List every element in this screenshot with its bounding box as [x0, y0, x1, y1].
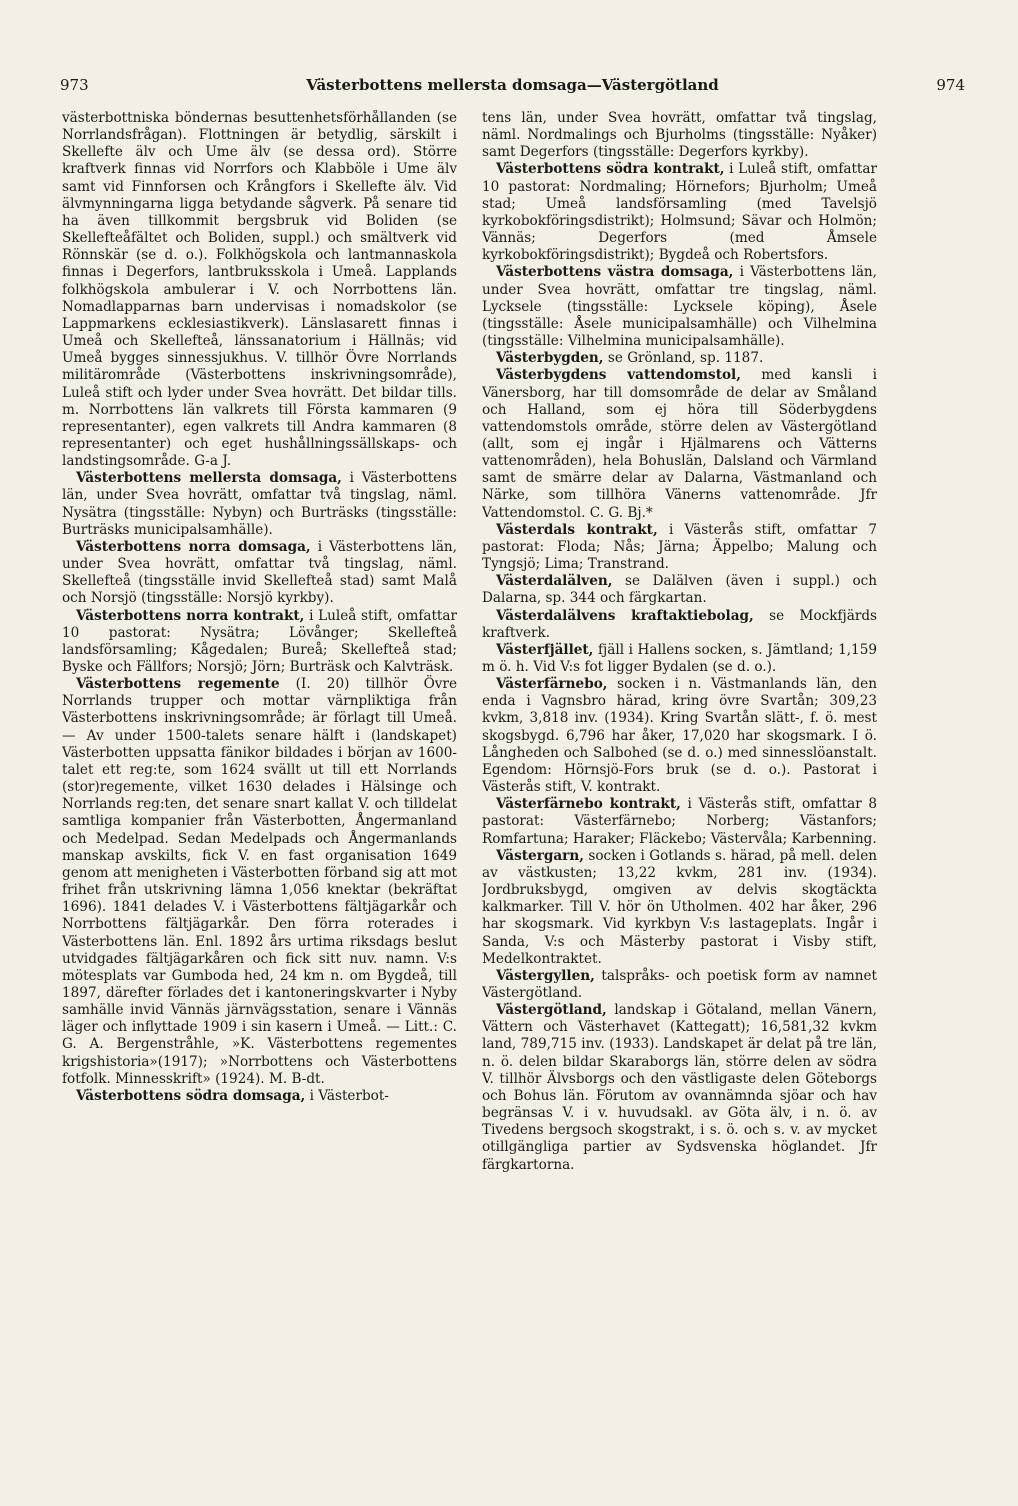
entry-text: i Västerås stift, omfattar 8 pastorat: Västerfärnebo; Norberg; Västanfors; Romfartuna; Haraker; Fläckebo; Västervåla; Karbenning. [482, 796, 877, 847]
encyclopedia-entry [482, 796, 877, 847]
encyclopedia-entry [482, 676, 877, 796]
right-column [482, 110, 877, 1390]
headword: Västerbottens norra domsaga, [76, 538, 311, 555]
entry-text: i Västerås stift, omfattar 7 pastorat: Floda; Nås; Järna; Äppelbo; Malung och Tyngsjö; Lima; Transtrand. [482, 521, 877, 573]
encyclopedia-entry [62, 676, 457, 1088]
headword: Västerbottens norra kontrakt, [76, 607, 305, 624]
left-column [62, 110, 457, 1390]
entry-text: (I. 20) tillhör Övre Norrlands trupper och mottar värnpliktiga från Västerbottens inskrivningsområde; är förlagt till Umeå. — Av under 1500-talets senare hälft i (landskapet) Västerbotten uppsatta fänikor bildades i början av 1600-talet ett reg:te, som 1624 svällt ut till ett Norrlands (stor)regemente, vilket 1630 delades i Hälsinge och Norrlands reg:ten, det senare snart kallat V. och tilldelat samtliga kompanier från Västerbotten, Ångermanland och Medelpad. Sedan Medelpads och Ångermanlands manskap avskilts, fick V. en fast organisation 1649 genom att menigheten i Västerbotten förband sig att mot frihet från utskrivning lämna 1,056 knektar (bekräftat 1696). 1841 delades V. i Västerbottens fältjägarkår och Norrbottens fältjägarkår. Den förra roterades i Västerbottens län. Enl. 1892 års urtima riksdags beslut utvidgades fältjägarkåren och fick sitt nuv. namn. V:s mötesplats var Gumboda hed, 24 km n. om Bygdeå, till 1897, därefter förlades det i kantoneringskvarter i Nyby samhälle invid Vännäs järnvägsstation, senare i Vännäs läger och inflyttade 1909 i sin kasern i Umeå. — Litt.: C. G. A. Bergenstråhle, »K. Västerbottens regementes krigshistoria»(1917); »Norrbottens och Västerbottens fotfolk. Minnesskrift» (1924). M. B-dt. [62, 676, 457, 1087]
headword: Västerdalälvens kraftaktiebolag, [496, 607, 754, 624]
encyclopedia-entry [62, 539, 457, 608]
headword: Västerbygdens vattendomstol, [496, 367, 741, 384]
headword: Västerdals kontrakt, [496, 521, 658, 538]
encyclopedia-entry [482, 848, 877, 968]
entry-text: i Västerbottens län, under Svea hovrätt, omfattar två tingslag, näml. Skellefteå (tingsställe invid Skellefteå stad) samt Malå och Norsjö (tingsställe: Norsjö kyrkby). [62, 538, 457, 607]
headword: Västergarn, [496, 847, 584, 864]
entry-text: landskap i Götaland, mellan Vänern, Vättern och Västerhavet (Kattegatt); 16,581,32 kvkm land, 789,715 inv. (1933). Landskapet är delat på tre län, n. ö. delen bildar Skaraborgs län, större delen av södra V. tillhör Älvsborgs och den västligaste delen Göteborgs och Bohus län. Förutom av ovannämnda sjöar och hav begränsas V. i v. huvudsakl. av Göta älv, i n. ö. av Tivedens bergsoch skogstrakt, i s. ö. och s. v. av mycket otillgängliga partier av Sydsvenska höglandet. Jfr färgkartorna. [482, 1002, 877, 1173]
headword: Västerfärnebo, [496, 676, 608, 693]
entry-text: med kansli i Vänersborg, har till domsområde de delar av Småland och Halland, som ej höra till Söderbygdens vattendomstols område, större delen av Västergötland (allt, som ej ingår i Hjälmarens och Vätterns vattenområden), hela Bohuslän, Dalsland och Värmland samt de smärre delar av Dalarna, Västmanland och Närke, som tillhöra Vänerns vattenområde. Jfr Vattendomstol. C. G. Bj.* [482, 367, 877, 521]
entry-text: se Grönland, sp. 1187. [607, 350, 764, 367]
headword: Västerfärnebo kontrakt, [496, 796, 681, 813]
entry-text: i Luleå stift, omfattar 10 pastorat: Nordmaling; Hörnefors; Bjurholm; Umeå stad; Umeå landsförsamling (med Tavelsjö kyrkobokföringsdistrikt); Holmsund; Sävar och Holmön; Vännäs; Degerfors (med Åmsele kyrkobokföringsdistrikt); Bygdeå och Robertsfors. [482, 161, 877, 264]
encyclopedia-entry [482, 161, 877, 264]
encyclopedia-entry [482, 367, 877, 521]
encyclopedia-entry [482, 264, 877, 350]
encyclopedia-entry: tens län, under Svea hovrätt, omfattar två tingslag, näml. Nordmalings och Bjurholms (tingsställe: Nyåker) samt Degerfors (tingsställe: Degerfors kyrkby). [482, 110, 877, 161]
headword: Västerdalälven, [496, 573, 613, 590]
page-number-left: 973 [60, 76, 89, 94]
entry-text: i Västerbottens län, under Svea hovrätt, omfattar två tingslag, näml. Nysätra (tingsställe: Nybyn) och Burträsks (tingsställe: Burträsks municipalsamhälle). [62, 470, 457, 538]
encyclopedia-entry [482, 642, 877, 676]
encyclopedia-entry [482, 968, 877, 1002]
encyclopedia-entry: västerbottniska böndernas besuttenhetsförhållanden (se Norrlandsfrågan). Flottningen är betydlig, särskilt i Skellefte älv och Ume älv (se dessa ord). Större kraftverk finnas vid Norrfors och Klabböle i Ume älv samt vid Finnforsen och Krångfors i Skellefte älv. Vid älvmynningarna ligga betydande sågverk. På senare tid ha även tillkommit bergsbruk vid Boliden (se Skellefteåfältet och Boliden, suppl.) och smältverk vid Rönnskär (se d. o.). Folkhögskola och lantmannaskola finnas i Degerfors, lantbruksskola i Umeå. Lapplands folkhögskola ambulerar i V. och Norrbottens län. Nomadlapparnas barn undervisas i nomadskolor (se Lappmarkens ecklesiastikverk). Länslasarett finnas i Umeå och Skellefteå, länssanatorium i Hällnäs; vid Umeå bygges sinnessjukhus. V. tillhör Övre Norrlands militärområde (Västerbottens inskrivningsområde), Luleå stift och lyder under Svea hovrätt. Det bildar tills. m. Norrbottens län valkrets till Första kammaren (9 representanter), egen valkrets till Andra kammaren (8 representanter) och eget hushållningssällskaps- och landstingsområde. G-a J. [62, 110, 457, 470]
headword: Västerfjället, [496, 641, 594, 658]
encyclopedia-entry [482, 1002, 877, 1174]
headword: Västerbottens västra domsaga, [496, 264, 734, 281]
entry-text: se Dalälven (även i suppl.) och Dalarna, sp. 344 och färgkartan. [482, 573, 877, 607]
headword: Västerbottens regemente [76, 676, 280, 693]
entry-text: i Luleå stift, omfattar 10 pastorat: Nysätra; Lövånger; Skellefteå landsförsamling; Kågedalen; Bureå; Skellefteå stad; Byske och Fällfors; Norsjö; Jörn; Burträsk och Kalvträsk. [62, 607, 457, 675]
entry-text: se Mockfjärds kraftverk. [482, 607, 877, 641]
entry-text: i Västerbottens län, under Svea hovrätt, omfattar tre tingslag, näml. Lycksele (tingsställe: Lycksele köping), Åsele (tingsställe: Åsele municipalsamhälle) och Vilhelmina (tingsställe: Vilhelmina municipalsamhälle). [482, 264, 877, 350]
entry-text: i Västerbot- [309, 1087, 389, 1104]
entry-text: fjäll i Hallens socken, s. Jämtland; 1,159 m ö. h. Vid V:s fot ligger Bydalen (se d. o.). [482, 641, 877, 675]
page-header [60, 76, 965, 100]
headword: Västergötland, [496, 1002, 607, 1019]
encyclopedia-entry [62, 470, 457, 539]
encyclopedia-entry [482, 522, 877, 573]
running-title: Västerbottens mellersta domsaga—Västergötland [306, 76, 719, 94]
entry-text: talspråks- och poetisk form av namnet Västergötland. [482, 967, 877, 1001]
headword: Västerbottens södra kontrakt, [496, 161, 725, 178]
encyclopedia-entry [62, 1088, 457, 1105]
encyclopedia-entry [482, 573, 877, 607]
encyclopedia-entry [482, 608, 877, 642]
entry-text: socken i Gotlands s. härad, på mell. delen av västkusten; 13,22 kvkm, 281 inv. (1934). Jordbruksbygd, omgiven av delvis skogtäckta kalkmarker. Till V. hör ön Utholmen. 402 har åker, 296 har skogsmark. Vid kyrkbyn V:s lastageplats. Ingår i Sanda, V:s och Mästerby pastorat i Visby stift, Medelkontraktet. [482, 847, 877, 967]
entry-text: socken i n. Västmanlands län, den enda i Vagnsbro härad, kring övre Svartån; 309,23 kvkm, 3,818 inv. (1934). Kring Svartån slätt-, f. ö. mest skogsbygd. 6,796 har åker, 17,020 har skogsmark. I ö. Långheden och Salbohed (se d. o.) med sinnesslöanstalt. Egendom: Hörnsjö-Fors bruk (se d. o.). Pastorat i Västerås stift, V. kontrakt. [482, 676, 877, 796]
headword: Västerbottens södra domsaga, [76, 1087, 306, 1104]
encyclopedia-entry [62, 608, 457, 677]
encyclopedia-entry [482, 350, 877, 367]
page-number-right: 974 [936, 76, 965, 94]
headword: Västerbottens mellersta domsaga, [76, 470, 342, 487]
headword: Västerbygden, [496, 350, 604, 367]
headword: Västergyllen, [496, 967, 595, 984]
